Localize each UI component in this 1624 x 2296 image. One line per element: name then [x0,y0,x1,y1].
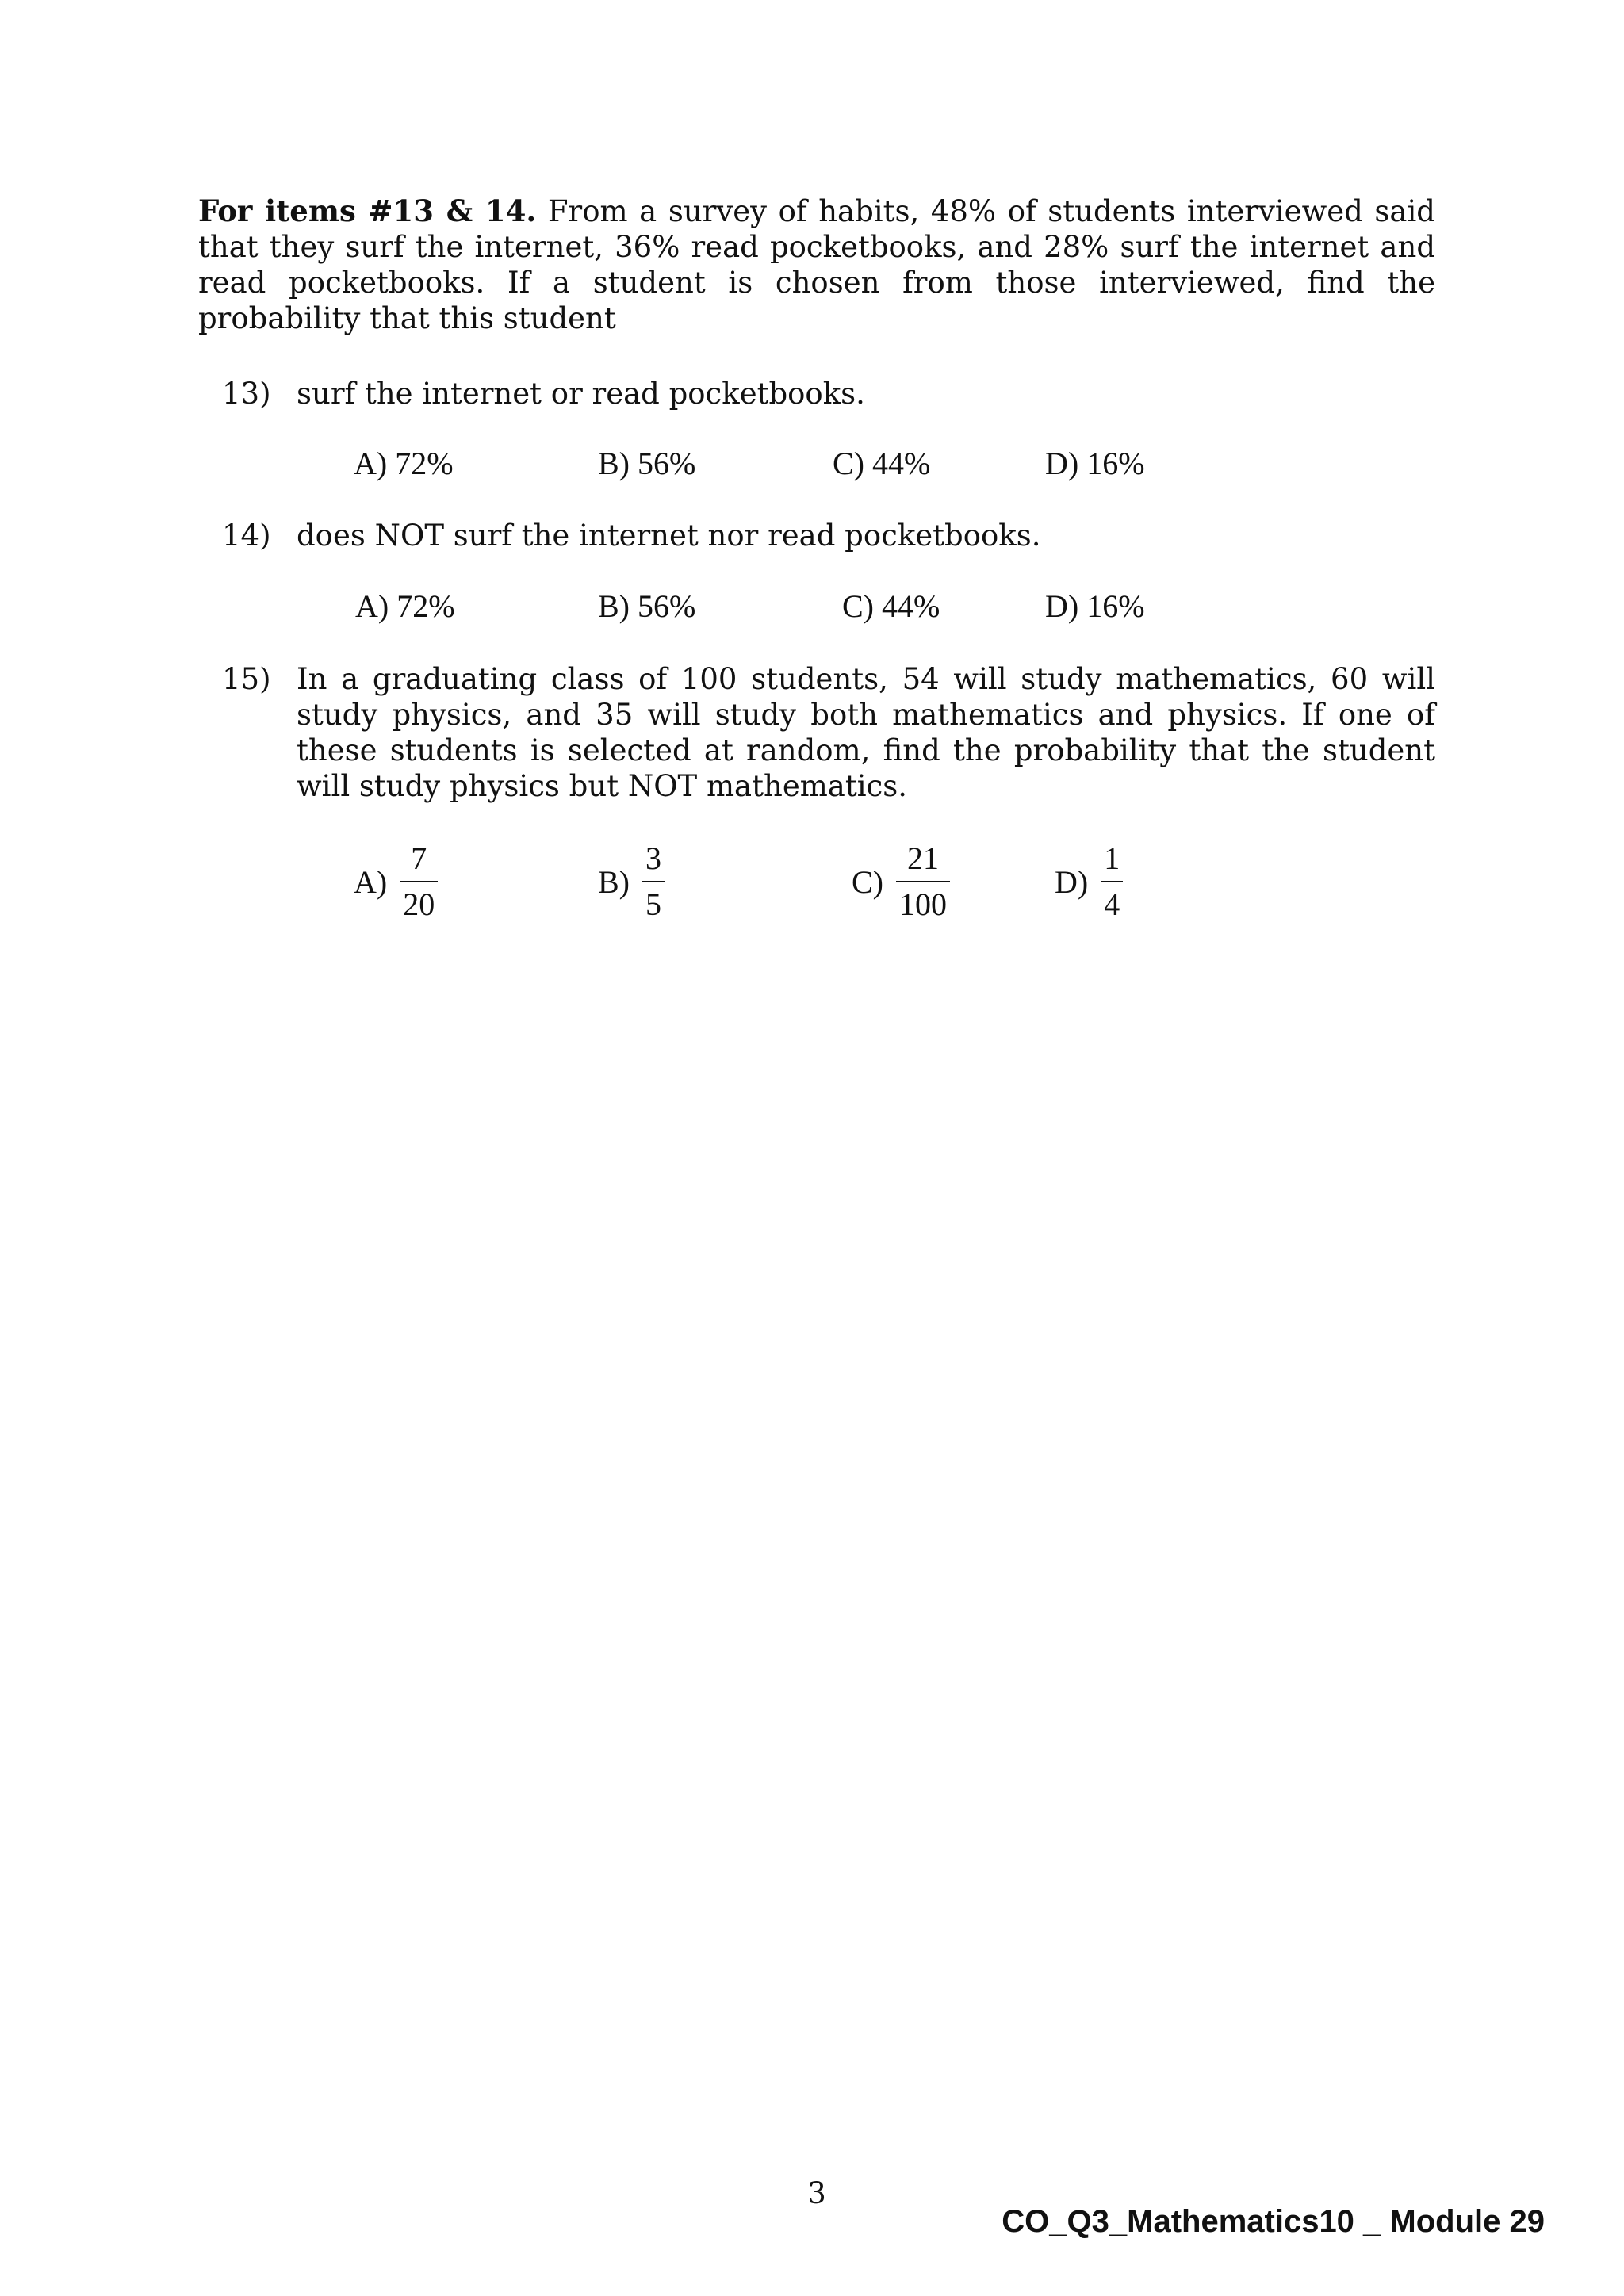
question-14-choice-a: A) 72% [355,588,455,624]
intro-text: From a survey of habits, 48% of students interviewed said that they surf the internet, 36% read pocketbooks, and 28% surf the internet and read pocketbooks. If a student is chosen from those interviewed, find the probability that this student [198,194,1435,335]
fraction-numerator: 7 [400,840,438,882]
question-14-choice-b: B) 56% [598,588,696,624]
fraction [642,840,665,924]
fraction-numerator: 3 [642,840,665,882]
fraction [896,840,950,924]
fraction-numerator: 1 [1101,840,1123,882]
question-13-choice-c: C) 44% [833,446,931,481]
fraction [1101,840,1123,924]
fraction-denominator: 4 [1104,886,1120,922]
choice-letter: C) [852,863,883,900]
question-13-choice-d: D) 16% [1045,446,1145,481]
question-13-text: surf the internet or read pocketbooks. [297,377,865,411]
fraction-numerator: 21 [896,840,950,882]
module-code: CO_Q3_Mathematics10 _ Module 29 [1002,2204,1545,2239]
question-15-number: 15) [222,662,271,696]
choice-letter: A) [354,863,388,900]
fraction-denominator: 5 [645,886,661,922]
intro-lead: For items #13 & 14. [198,193,537,228]
question-15-choice-b [598,834,665,929]
question-15-choice-c [852,834,950,929]
fraction-denominator: 20 [403,886,435,922]
question-13-choice-b: B) 56% [598,446,696,481]
fraction [400,840,438,924]
items-intro [198,193,1435,336]
question-15-choice-a [354,834,438,929]
question-13-choice-a: A) 72% [354,446,454,481]
fraction-denominator: 100 [899,886,947,922]
question-13-number: 13) [222,377,271,411]
question-14-choice-d: D) 16% [1045,588,1145,624]
question-15-choice-d [1055,834,1123,929]
choice-letter: D) [1055,863,1089,900]
question-15-text: In a graduating class of 100 students, 54 will study mathematics, 60 will study physics, and 35 will study both mathematics and physics. If one of these students is selected at random, find the probability that the student will study physics but NOT mathematics. [297,662,1435,803]
question-14-choice-c: C) 44% [842,588,940,624]
page-number: 3 [807,2176,826,2210]
question-14-text: does NOT surf the internet nor read pocketbooks. [297,519,1041,553]
choice-letter: B) [598,863,630,900]
question-14-number: 14) [222,519,271,553]
